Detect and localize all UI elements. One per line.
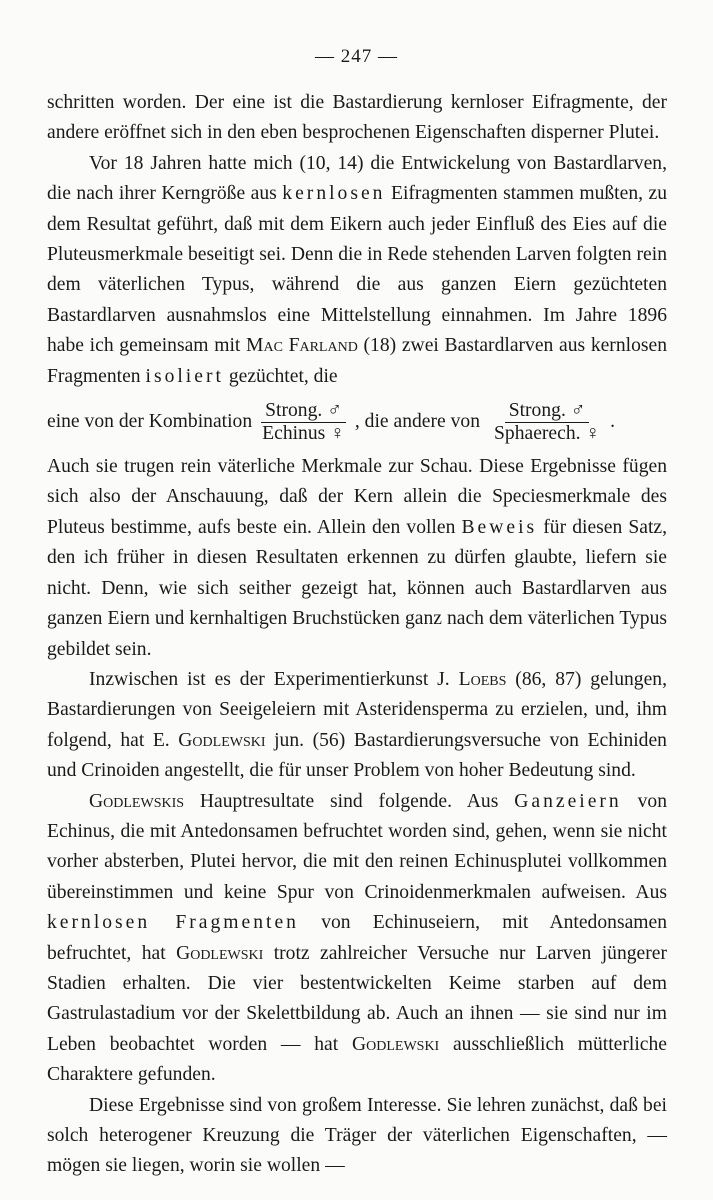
body-text [47, 88, 667, 1182]
text-run: trotz zahlreicher Versuche nur Larven jüngerer Stadien erhalten. Die vier bestentwickelten Keime starben auf dem Gastrulastadium vor der Skelettbildung ab. Auch an ihnen — sie sind nur im Leben beobachtet worden — hat [47, 942, 667, 1055]
text-run: schritten worden. Der eine ist die Bastardierung kernloser Eifragmente, der andere eröffnet sich in den eben besprochenen Eigenschaften disperner Plutei. [47, 92, 667, 144]
spaced-emphasis: Ganzeiern [514, 790, 622, 812]
spaced-emphasis: kernlosen [282, 183, 386, 205]
author-name: Godlewskis [89, 790, 185, 812]
spaced-emphasis: Beweis [461, 516, 538, 538]
text-run: (18) zwei Bastardlarven aus kernlosen Fragmenten [47, 335, 667, 387]
author-name: Godlewski [178, 729, 266, 751]
page-number: — 247 — [315, 46, 398, 67]
formula-middle: , die andere von [354, 410, 481, 432]
paragraph-group-before-formula [47, 88, 667, 392]
text-run: Inzwischen ist es der Experimentierkunst J. [89, 668, 459, 690]
text-run: gezüchtet, die [223, 365, 338, 387]
paragraph [47, 88, 667, 149]
author-name: Godlewski [351, 1033, 440, 1055]
text-run: Auch sie trugen rein väterliche Merkmale zur Schau. Diese Ergebnisse fügen sich also der Anschauung, daß der Kern allein die Speciesmerkmale des Pluteus bestimme, aufs beste ein. Allein den vollen [47, 456, 667, 538]
fraction-strong-echinus [258, 400, 349, 445]
hybrid-combination-formula [47, 392, 667, 452]
text-run: von Echinus, die mit Antedonsamen befruchtet worden sind, gehen, wenn sie nicht vorher absterben, Plutei hervor, die mit den reinen Echinusplutei vollkommen übereinstimmen und keine Spur von Crinoidenmerkmalen aufweisen. Aus [47, 790, 667, 903]
paragraph [47, 1091, 667, 1182]
fraction-numerator: Strong. ♂ [261, 400, 346, 423]
text-run: Eifragmenten stammen mußten, zu dem Resultat geführt, daß mit dem Eikern auch jeder Einfluß des Eies auf die Pluteusmerkmale beseitigt sei. Denn die in Rede stehenden Larven folgten rein dem väterlichen Typus, während die aus ganzen Eiern gezüchteten Bastardlarven ausnahmslos eine Mittelstellung einnahmen. Im Jahre 1896 habe ich gemeinsam mit [47, 183, 667, 357]
text-run: von Echinuseiern, mit Antedonsamen befruchtet, hat [47, 912, 667, 964]
author-name: Loebs [458, 668, 507, 690]
author-name: Mac Farland [246, 335, 358, 357]
paragraph [47, 665, 667, 787]
author-name: Godlewski [176, 942, 264, 964]
formula-prefix: eine von der Kombination [47, 410, 253, 432]
fraction-denominator: Sphaerech. ♀ [494, 422, 601, 444]
fraction-numerator: Strong. ♂ [505, 400, 590, 423]
text-run: jun. (56) Bastardierungsversuche von Echiniden und Crinoiden angestellt, die für unser Problem von hoher Bedeutung sind. [47, 729, 667, 782]
formula-suffix: . [610, 410, 616, 432]
text-run: Vor 18 Jahren hatte mich (10, 14) die Entwickelung von Bastardlarven, die nach ihrer Kerngröße aus [47, 152, 667, 205]
paragraph [47, 149, 667, 392]
spaced-emphasis: isoliert [145, 365, 224, 387]
text-run: ausschließlich mütterliche Charaktere gefunden. [47, 1033, 667, 1086]
paragraph-group-after-formula [47, 452, 667, 1182]
text-run: (86, 87) gelungen, Bastardierungen von Seeigeleiern mit Asteridensperma zu erzielen, und, ihm folgend, hat E. [47, 668, 667, 751]
paragraph [47, 452, 667, 665]
paragraph [47, 787, 667, 1091]
spaced-emphasis: kernlosen Fragmenten [47, 912, 299, 934]
fraction-strong-sphaerech [490, 400, 604, 445]
text-run: Hauptresultate sind folgende. Aus [184, 790, 515, 812]
text-run: für diesen Satz, den ich früher in diesen Resultaten erkennen zu dürfen glaubte, liefern sie nicht. Denn, wie sich seither gezeigt hat, können auch Bastardlarven aus ganzen Eiern und kernhaltigen Bruchstücken ganz nach dem väterlichen Typus gebildet sein. [47, 516, 668, 660]
text-run: Diese Ergebnisse sind von großem Interesse. Sie lehren zunächst, daß bei solch heterogener Kreuzung die Träger der väterlichen Eigenschaften, — mögen sie liegen, worin sie wollen — [47, 1094, 667, 1177]
fraction-denominator: Echinus ♀ [262, 422, 345, 444]
